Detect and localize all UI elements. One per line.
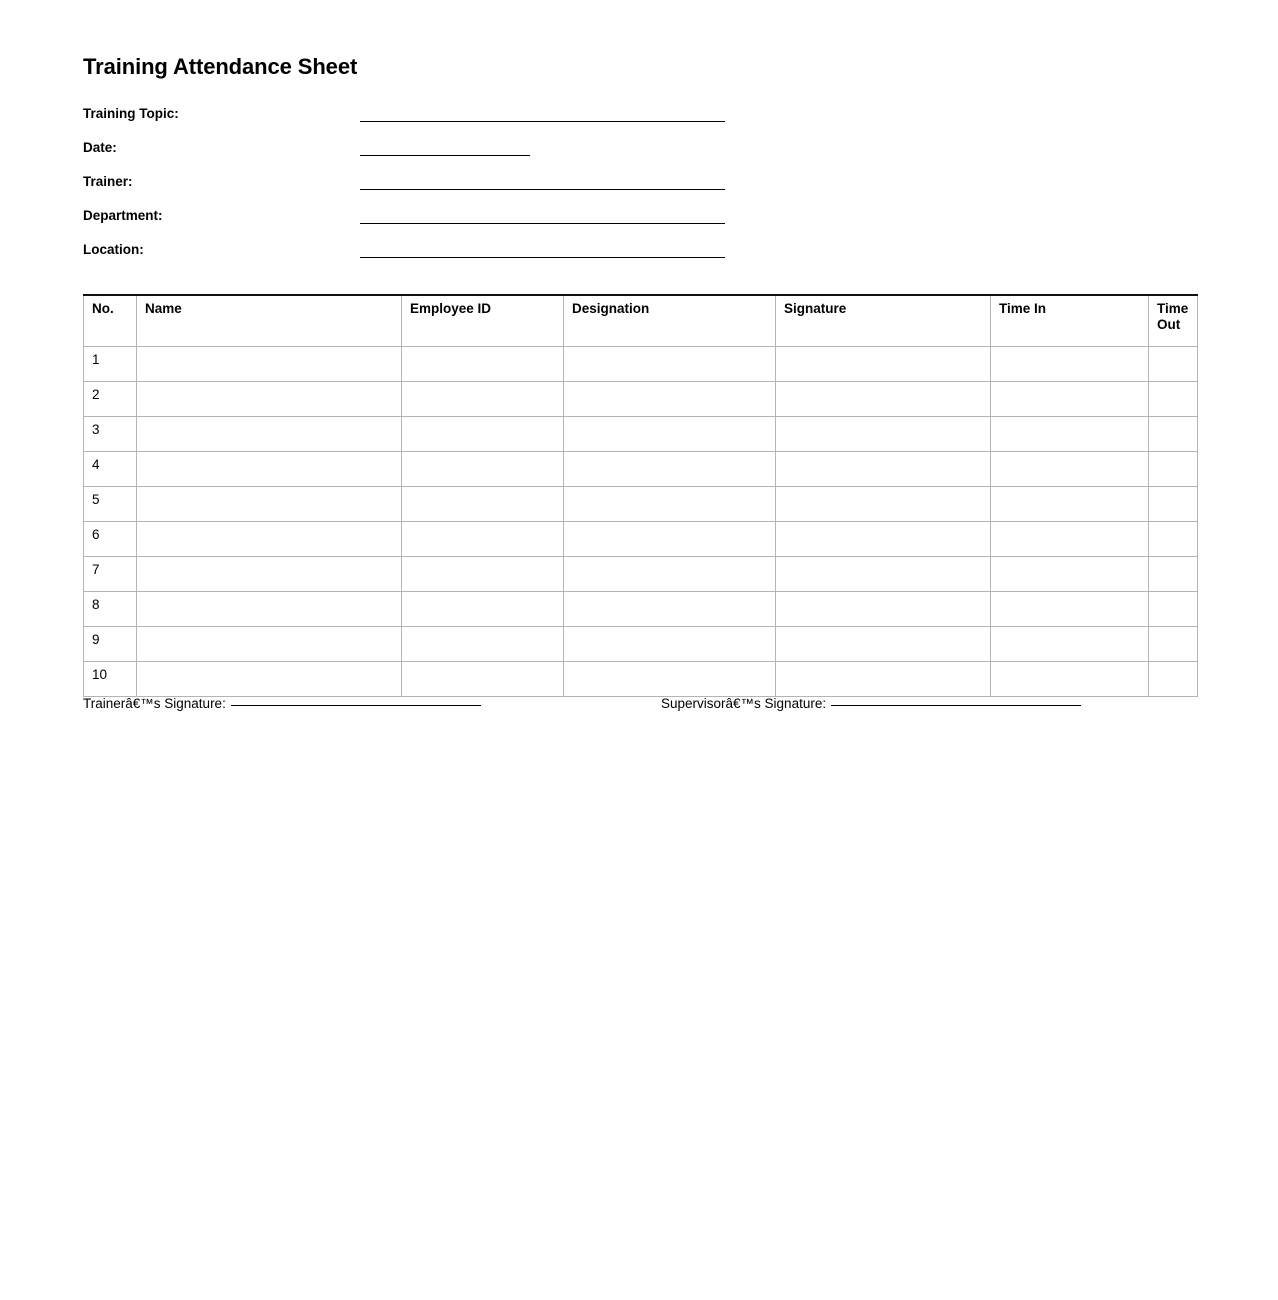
cell-empid[interactable] xyxy=(402,417,564,452)
cell-empid[interactable] xyxy=(402,592,564,627)
cell-name[interactable] xyxy=(137,417,402,452)
cell-sign[interactable] xyxy=(776,347,991,382)
supervisor-signature-rule[interactable] xyxy=(831,705,1081,706)
cell-timeout[interactable] xyxy=(1149,662,1198,697)
page-title: Training Attendance Sheet xyxy=(83,54,358,79)
cell-timein[interactable] xyxy=(991,487,1149,522)
cell-desig[interactable] xyxy=(564,557,776,592)
cell-empid[interactable] xyxy=(402,347,564,382)
meta-field-row xyxy=(83,206,783,240)
cell-timeout[interactable] xyxy=(1149,347,1198,382)
table-row xyxy=(84,592,1198,627)
cell-empid[interactable] xyxy=(402,662,564,697)
meta-field-input[interactable] xyxy=(360,257,725,258)
cell-no: 7 xyxy=(84,557,137,592)
cell-sign[interactable] xyxy=(776,557,991,592)
cell-name[interactable] xyxy=(137,522,402,557)
table-row xyxy=(84,347,1198,382)
cell-timein[interactable] xyxy=(991,592,1149,627)
table-body xyxy=(84,347,1198,697)
trainer-signature-label: Trainerâ€™s Signature: xyxy=(83,696,226,711)
cell-desig[interactable] xyxy=(564,522,776,557)
cell-sign[interactable] xyxy=(776,382,991,417)
table-row xyxy=(84,487,1198,522)
attendance-table xyxy=(83,294,1198,697)
table-row xyxy=(84,627,1198,662)
cell-timeout[interactable] xyxy=(1149,522,1198,557)
table-row xyxy=(84,417,1198,452)
cell-timeout[interactable] xyxy=(1149,557,1198,592)
supervisor-signature-label: Supervisorâ€™s Signature: xyxy=(661,696,827,711)
cell-empid[interactable] xyxy=(402,627,564,662)
meta-field-row xyxy=(83,138,783,172)
cell-timein[interactable] xyxy=(991,417,1149,452)
cell-no: 6 xyxy=(84,522,137,557)
cell-no: 2 xyxy=(84,382,137,417)
cell-timeout[interactable] xyxy=(1149,592,1198,627)
cell-empid[interactable] xyxy=(402,452,564,487)
meta-field-row xyxy=(83,104,783,138)
cell-timein[interactable] xyxy=(991,382,1149,417)
cell-desig[interactable] xyxy=(564,662,776,697)
cell-timeout[interactable] xyxy=(1149,487,1198,522)
cell-timein[interactable] xyxy=(991,452,1149,487)
cell-no: 8 xyxy=(84,592,137,627)
column-header-timein: Time In xyxy=(991,295,1149,347)
table-row xyxy=(84,557,1198,592)
cell-timeout[interactable] xyxy=(1149,382,1198,417)
cell-name[interactable] xyxy=(137,347,402,382)
cell-sign[interactable] xyxy=(776,627,991,662)
meta-field-label: Department: xyxy=(83,208,163,223)
meta-field-input[interactable] xyxy=(360,155,530,156)
cell-desig[interactable] xyxy=(564,487,776,522)
cell-no: 3 xyxy=(84,417,137,452)
cell-empid[interactable] xyxy=(402,522,564,557)
column-header-desig: Designation xyxy=(564,295,776,347)
cell-sign[interactable] xyxy=(776,452,991,487)
cell-timein[interactable] xyxy=(991,627,1149,662)
cell-desig[interactable] xyxy=(564,627,776,662)
cell-no: 1 xyxy=(84,347,137,382)
cell-no: 10 xyxy=(84,662,137,697)
cell-sign[interactable] xyxy=(776,662,991,697)
cell-name[interactable] xyxy=(137,487,402,522)
meta-field-label: Date: xyxy=(83,140,117,155)
column-header-no: No. xyxy=(84,295,137,347)
cell-empid[interactable] xyxy=(402,487,564,522)
cell-sign[interactable] xyxy=(776,592,991,627)
cell-desig[interactable] xyxy=(564,592,776,627)
table-row xyxy=(84,452,1198,487)
cell-empid[interactable] xyxy=(402,382,564,417)
supervisor-signature-line xyxy=(661,694,1081,714)
cell-name[interactable] xyxy=(137,592,402,627)
cell-no: 4 xyxy=(84,452,137,487)
cell-desig[interactable] xyxy=(564,452,776,487)
cell-name[interactable] xyxy=(137,662,402,697)
cell-timein[interactable] xyxy=(991,557,1149,592)
cell-timeout[interactable] xyxy=(1149,417,1198,452)
cell-timein[interactable] xyxy=(991,662,1149,697)
table-header-row xyxy=(84,295,1198,347)
cell-sign[interactable] xyxy=(776,417,991,452)
column-header-timeout: Time Out xyxy=(1149,295,1198,347)
table-row xyxy=(84,522,1198,557)
trainer-signature-line xyxy=(83,694,481,714)
column-header-name: Name xyxy=(137,295,402,347)
cell-sign[interactable] xyxy=(776,522,991,557)
meta-field-input[interactable] xyxy=(360,189,725,190)
cell-sign[interactable] xyxy=(776,487,991,522)
meta-field-row xyxy=(83,172,783,206)
cell-timein[interactable] xyxy=(991,522,1149,557)
cell-timeout[interactable] xyxy=(1149,627,1198,662)
cell-timeout[interactable] xyxy=(1149,452,1198,487)
meta-field-input[interactable] xyxy=(360,223,725,224)
meta-field-row xyxy=(83,240,783,274)
cell-no: 5 xyxy=(84,487,137,522)
cell-empid[interactable] xyxy=(402,557,564,592)
meta-field-label: Training Topic: xyxy=(83,106,179,121)
meta-field-input[interactable] xyxy=(360,121,725,122)
meta-field-label: Location: xyxy=(83,242,144,257)
table-row xyxy=(84,382,1198,417)
column-header-empid: Employee ID xyxy=(402,295,564,347)
cell-name[interactable] xyxy=(137,557,402,592)
trainer-signature-rule[interactable] xyxy=(231,705,481,706)
table-row xyxy=(84,662,1198,697)
table-header xyxy=(84,295,1198,347)
cell-timein[interactable] xyxy=(991,347,1149,382)
meta-field-label: Trainer: xyxy=(83,174,133,189)
cell-desig[interactable] xyxy=(564,347,776,382)
cell-desig[interactable] xyxy=(564,417,776,452)
cell-no: 9 xyxy=(84,627,137,662)
cell-name[interactable] xyxy=(137,382,402,417)
cell-desig[interactable] xyxy=(564,382,776,417)
cell-name[interactable] xyxy=(137,627,402,662)
cell-name[interactable] xyxy=(137,452,402,487)
column-header-sign: Signature xyxy=(776,295,991,347)
meta-fields-block xyxy=(83,104,783,274)
